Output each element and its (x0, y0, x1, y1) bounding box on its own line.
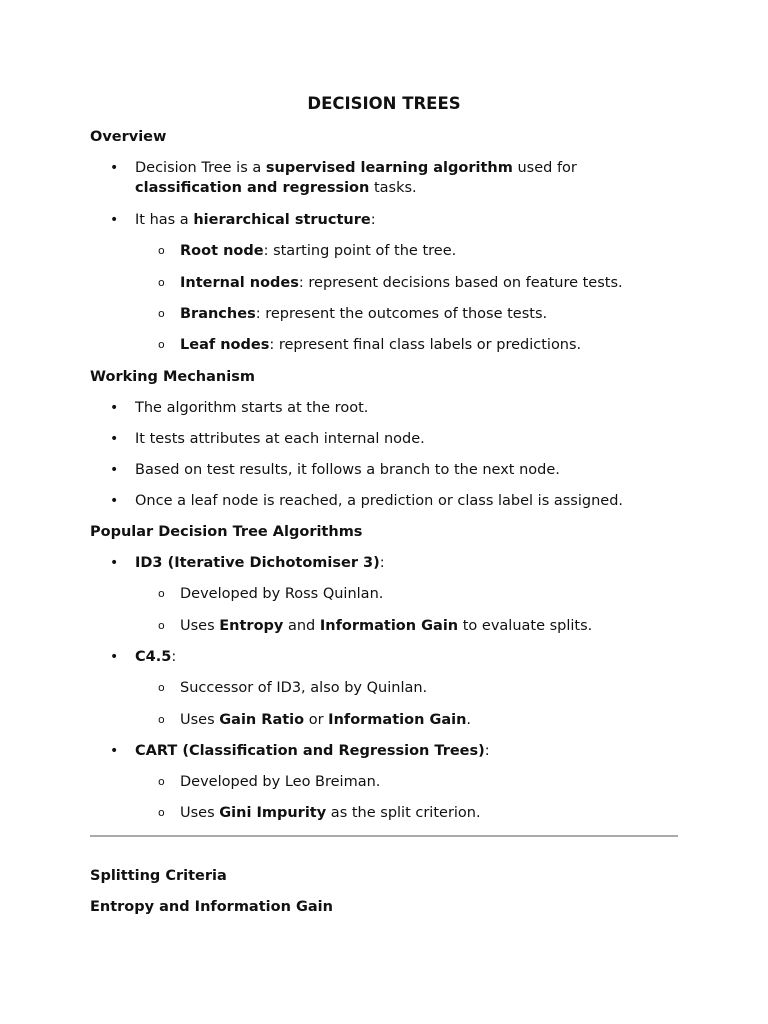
circle-bullet-icon: o (158, 307, 165, 320)
bullet-icon: • (110, 743, 119, 759)
sub-list-item-text: Leaf nodes: represent final class labels or predictions. (180, 337, 582, 353)
sub-list-item-text: Uses Entropy and Information Gain to evaluate splits. (180, 618, 593, 634)
list-item-text: The algorithm starts at the root. (135, 400, 369, 416)
bullet-icon: • (110, 462, 119, 478)
bullet-icon: • (110, 212, 119, 228)
bullet-icon: • (110, 400, 119, 416)
sub-list-item-text: Branches: represent the outcomes of those tests. (180, 306, 548, 322)
sub-list-item-text: Uses Gain Ratio or Information Gain. (180, 712, 472, 728)
circle-bullet-icon: o (158, 619, 165, 632)
sub-list-item-text: Developed by Ross Quinlan. (180, 586, 384, 602)
bullet-icon: • (110, 493, 119, 509)
list-item-text: C4.5: (135, 649, 177, 665)
document-title: DECISION TREES (307, 94, 461, 113)
sub-list-item-text: Successor of ID3, also by Quinlan. (180, 680, 428, 696)
section-heading-popular-algorithms: Popular Decision Tree Algorithms (90, 524, 363, 540)
section-heading-overview: Overview (90, 129, 167, 145)
circle-bullet-icon: o (158, 806, 165, 819)
bullet-icon: • (110, 555, 119, 571)
circle-bullet-icon: o (158, 276, 165, 289)
circle-bullet-icon: o (158, 681, 165, 694)
circle-bullet-icon: o (158, 587, 165, 600)
sub-list-item-text: Developed by Leo Breiman. (180, 774, 381, 790)
sub-list-item-text: Root node: starting point of the tree. (180, 243, 457, 259)
circle-bullet-icon: o (158, 713, 165, 726)
bullet-icon: • (110, 649, 119, 665)
list-item-text: It has a hierarchical structure: (135, 212, 376, 228)
sub-list-item-text: Uses Gini Impurity as the split criterion. (180, 805, 481, 821)
circle-bullet-icon: o (158, 244, 165, 257)
list-item-text: It tests attributes at each internal node. (135, 431, 425, 447)
subsection-heading-entropy: Entropy and Information Gain (90, 899, 333, 915)
circle-bullet-icon: o (158, 775, 165, 788)
sub-list-item-text: Internal nodes: represent decisions based on feature tests. (180, 275, 623, 291)
list-item-text: Based on test results, it follows a branch to the next node. (135, 462, 560, 478)
list-item-text: Decision Tree is a supervised learning algorithm used for classification and regression tasks. (135, 160, 577, 196)
section-heading-splitting-criteria: Splitting Criteria (90, 868, 227, 884)
list-item-text: CART (Classification and Regression Trees): (135, 743, 490, 759)
bullet-icon: • (110, 160, 119, 176)
list-item-text: ID3 (Iterative Dichotomiser 3): (135, 555, 385, 571)
section-heading-working-mechanism: Working Mechanism (90, 369, 255, 385)
horizontal-divider (90, 835, 678, 837)
list-item-text: Once a leaf node is reached, a prediction or class label is assigned. (135, 493, 624, 509)
bullet-icon: • (110, 431, 119, 447)
circle-bullet-icon: o (158, 338, 165, 351)
